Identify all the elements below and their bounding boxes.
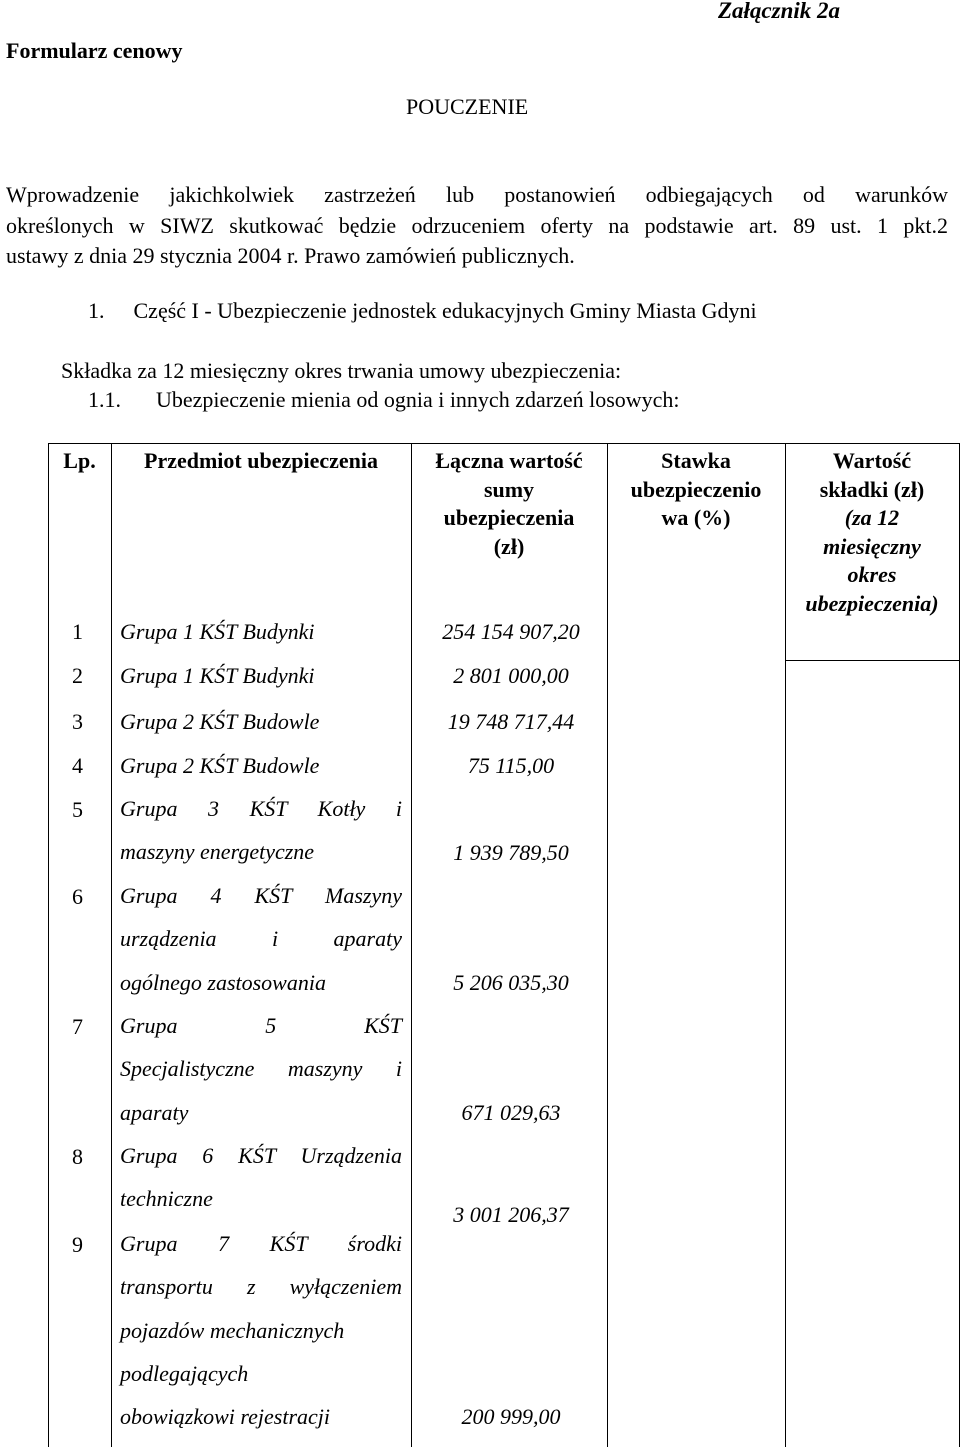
header-rate <box>607 447 785 533</box>
row-sum-value: 1 939 789,50 <box>453 840 569 865</box>
row-subject: Grupa 2 KŚT Budowle <box>120 753 320 778</box>
row-sum-value: 5 206 035,30 <box>453 970 569 995</box>
section-heading <box>88 298 757 324</box>
premium-note: Składka za 12 miesięczny okres trwania umowy ubezpieczenia: <box>61 358 622 383</box>
row-subject-line: Grupa 5 KŚT <box>120 1013 402 1038</box>
intro-paragraph <box>6 180 948 272</box>
row-subject-line: Grupa 4 KŚT Maszyny <box>120 883 402 908</box>
row-subject-line: transportu z wyłączeniem <box>120 1274 402 1300</box>
header-premium-line: okres <box>847 562 897 587</box>
header-premium-line: miesięczny <box>823 533 921 559</box>
intro-line: ustawy z dnia 29 stycznia 2004 r. Prawo zamówień publicznych. <box>6 243 575 268</box>
header-rate-line: ubezpieczenio <box>630 476 762 502</box>
instruction-heading: POUCZENIE <box>406 94 529 119</box>
header-lp: Lp. <box>63 448 96 473</box>
section-title: Część I - Ubezpieczenie jednostek edukacyjnych Gminy Miasta Gdyni <box>133 298 757 323</box>
row-subject: Grupa 2 KŚT Budowle <box>120 709 320 734</box>
row-sum-value: 19 748 717,44 <box>447 709 575 734</box>
header-subject: Przedmiot ubezpieczenia <box>144 448 378 473</box>
row-subject-line: aparaty <box>120 1099 189 1125</box>
row-subject <box>120 1222 402 1438</box>
col-divider-lp <box>111 443 112 1447</box>
row-subject-line: maszyny energetyczne <box>120 839 315 865</box>
subsection-number: 1.1. <box>88 387 121 412</box>
row-number: 8 <box>72 1144 83 1169</box>
header-premium <box>785 447 959 618</box>
header-sum-line: ubezpieczenia <box>443 505 575 530</box>
row-number: 7 <box>72 1014 83 1039</box>
row-subject-line: Specjalistyczne maszyny i <box>120 1056 402 1082</box>
row-number: 3 <box>72 709 83 734</box>
attachment-label: Załącznik 2a <box>717 0 840 23</box>
header-premium-line: Wartość <box>832 448 912 473</box>
col-divider-subject <box>411 443 412 1447</box>
row-subject-line: Grupa 3 KŚT Kotły i <box>120 796 402 821</box>
price-table <box>48 443 960 1447</box>
row-subject: Grupa 1 KŚT Budynki <box>120 663 315 688</box>
row-number: 1 <box>72 619 83 644</box>
header-premium-line: (za 12 <box>844 505 900 530</box>
header-rate-line: wa (%) <box>661 505 731 530</box>
row-number: 5 <box>72 797 83 822</box>
row-subject-line: obowiązkowi rejestracji <box>120 1404 331 1430</box>
row-sum-value: 75 115,00 <box>467 753 555 778</box>
subsection-title: Ubezpieczenie mienia od ognia i innych zdarzeń losowych: <box>156 387 680 412</box>
row-subject-line: techniczne <box>120 1186 213 1212</box>
header-sum <box>411 447 607 561</box>
intro-line: Wprowadzenie jakichkolwiek zastrzeżeń lub postanowień odbiegających od warunków <box>6 182 948 207</box>
header-rate-line: Stawka <box>661 448 731 473</box>
row-number: 9 <box>72 1232 83 1257</box>
row-subject-line: podlegających <box>120 1360 249 1386</box>
row-subject: Grupa 1 KŚT Budynki <box>120 619 315 644</box>
row-sum-value: 254 154 907,20 <box>442 619 580 644</box>
table-border-top <box>48 443 960 444</box>
form-title: Formularz cenowy <box>6 38 183 63</box>
row-number: 4 <box>72 753 83 778</box>
row-subject-line: Grupa 6 KŚT Urządzenia <box>120 1143 402 1168</box>
row-sum-value: 671 029,63 <box>461 1100 561 1125</box>
row-subject-line: Grupa 7 KŚT środki <box>120 1231 402 1256</box>
header-sum-line: (zł) <box>493 533 525 559</box>
row-subject-line: urządzenia i aparaty <box>120 926 402 952</box>
col-divider-sum <box>607 443 608 1447</box>
header-sum-line: sumy <box>483 476 535 502</box>
row-subject <box>120 787 402 874</box>
header-sum-line: Łączna wartość <box>435 448 583 473</box>
subsection-heading <box>88 387 680 413</box>
row-subject <box>120 874 402 1004</box>
row-subject <box>120 1134 402 1221</box>
premium-header-divider <box>785 660 960 661</box>
row-subject <box>120 1004 402 1134</box>
row-number: 2 <box>72 663 83 688</box>
intro-line: określonych w SIWZ skutkować będzie odrzuceniem oferty na podstawie art. 89 ust. 1 pkt.2 <box>6 212 948 238</box>
row-subject-line: ogólnego zastosowania <box>120 969 326 995</box>
row-number: 6 <box>72 884 83 909</box>
table-border-left <box>48 443 49 1447</box>
section-number: 1. <box>88 298 105 323</box>
row-sum-value: 2 801 000,00 <box>453 663 569 688</box>
header-premium-line: ubezpieczenia) <box>805 590 939 616</box>
header-premium-line: składki (zł) <box>819 476 925 502</box>
row-subject-line: pojazdów mechanicznych <box>120 1317 345 1343</box>
row-sum-value: 3 001 206,37 <box>453 1202 569 1227</box>
row-sum-value: 200 999,00 <box>461 1404 561 1429</box>
